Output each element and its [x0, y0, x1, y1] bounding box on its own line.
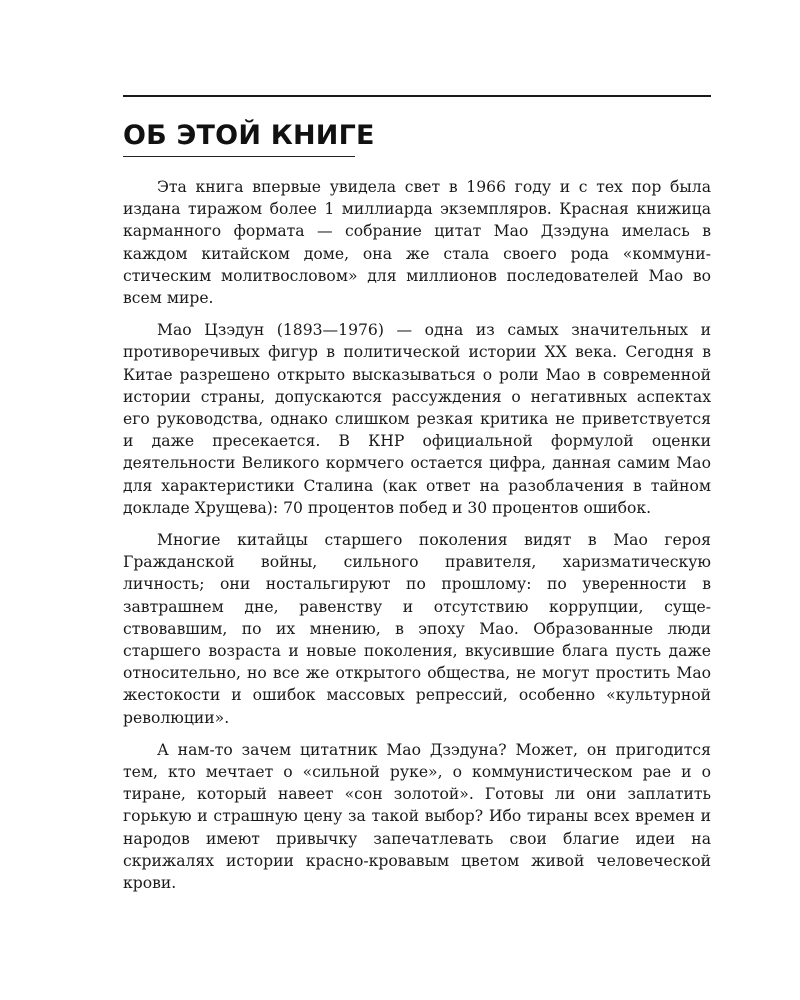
page-title: ОБ ЭТОЙ КНИГЕ	[123, 120, 375, 151]
title-underline	[123, 156, 355, 157]
paragraph-1: Эта книга впервые увидела свет в 1966 году и с тех пор была издана тиражом более 1 миллиарда экземпляров. Красная книжица карманного формата — собрание цитат Мао Дзэдуна имелась в каждом китайском доме, она же стала своего рода «коммунистическим молитвословом» для миллионов последователей Мао во всем мире.	[123, 178, 711, 308]
paragraph-2: Мао Цзэдун (1893—1976) — одна из самых значительных и противоречивых фигур в политической истории XX века. Сегодня в Китае разрешено открыто высказываться о роли Мао в современной истории страны, допускаются рассуждения о негативных аспектах его руководства, однако слишком резкая критика не приветствуется и даже пресекается. В КНР официальной формулой оценки деятельности Великого кормчего остается цифра, данная самим Мао для характеристики Сталина (как ответ на разоблачения в тайном докладе Хрущева): 70 процентов побед и 30 процентов ошибок.	[123, 321, 711, 517]
paragraph-4: А нам-то зачем цитатник Мао Дзэдуна? Может, он пригодится тем, кто мечтает о «сильной руке», о коммунистическом рае и о тиране, который навеет «сон золотой». Готовы ли они заплатить горькую и страшную цену за такой выбор? Ибо тираны всех времен и народов имеют привычку запечатлевать свои благие идеи на скрижалях истории красно-кровавым цветом живой человеческой крови.	[123, 740, 711, 893]
top-rule	[123, 95, 711, 97]
body-text	[123, 176, 711, 904]
paragraph-3: Многие китайцы старшего поколения видят в Мао героя Гражданской войны, сильного правителя, харизматическую личность; они ностальгируют по прошлому: по уверенности в завтрашнем дне, равенству и отсутствию коррупции, существовавшим, по их мнению, в эпоху Мао. Образованные люди старшего возраста и новые поколения, вкусившие блага пусть даже относительно, но все же открытого общества, не могут простить Мао жестокости и ошибок массовых репрессий, особенно «культурной революции».	[123, 531, 711, 727]
